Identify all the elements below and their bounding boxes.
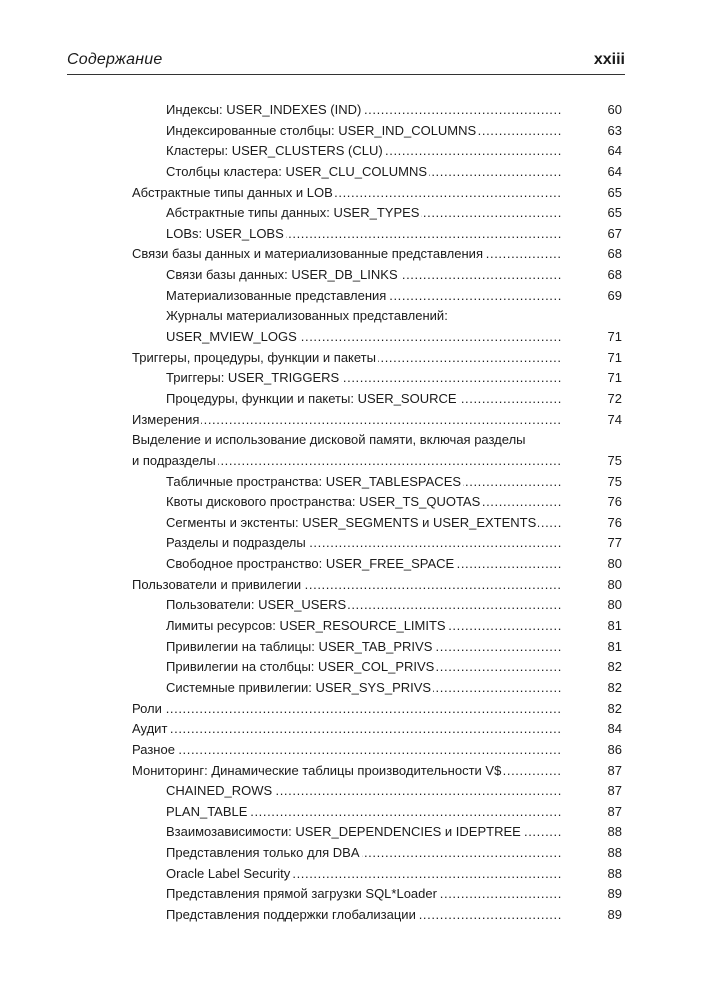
toc-entry[interactable]	[0, 864, 702, 885]
toc-entry[interactable]	[0, 616, 702, 637]
toc-entry[interactable]	[0, 472, 702, 493]
toc-entry-title: Системные привилегии: USER_SYS_PRIVS	[166, 679, 432, 695]
header-rule	[67, 74, 625, 75]
toc-entry-title: Мониторинг: Динамические таблицы производительности V$	[132, 762, 502, 778]
toc-entry-leader	[166, 100, 561, 121]
toc-entry[interactable]	[0, 410, 702, 431]
toc-entry-title: Разделы и подразделы	[166, 535, 306, 551]
toc-entry-title: Измерения	[132, 411, 200, 427]
toc-entry-page-number: 81	[607, 638, 622, 654]
toc-entry-title: Квоты дискового пространства: USER_TS_QUOTAS	[166, 494, 481, 510]
toc-entry[interactable]	[0, 657, 702, 678]
toc-entry-title: Процедуры, функции и пакеты: USER_SOURCE	[166, 390, 457, 406]
toc-entry[interactable]	[0, 884, 702, 905]
toc-entry-title: CHAINED_ROWS	[166, 783, 273, 799]
toc-entry-title: Свободное пространство: USER_FREE_SPACE	[166, 556, 455, 572]
toc-entry[interactable]	[0, 121, 702, 142]
toc-entry[interactable]	[0, 368, 702, 389]
toc-entry-leader	[166, 616, 561, 637]
toc-entry-leader	[166, 905, 561, 926]
toc-entry[interactable]	[0, 637, 702, 658]
toc-entry-leader	[166, 492, 561, 513]
toc-entry-page-number: 87	[607, 803, 622, 819]
toc-entry-page-number: 88	[607, 824, 622, 840]
toc-entry-title: Связи базы данных: USER_DB_LINKS	[166, 267, 398, 283]
toc-entry-page-number: 72	[607, 390, 622, 406]
toc-entry[interactable]	[0, 100, 702, 121]
toc-entry-title: Разное	[132, 741, 175, 757]
toc-entry-page-number: 82	[607, 679, 622, 695]
toc-entry-title: Табличные пространства: USER_TABLESPACES	[166, 473, 462, 489]
toc-entry-page-number: 81	[607, 618, 622, 634]
toc-entry-leader	[132, 575, 561, 596]
toc-entry-title: Индексированные столбцы: USER_IND_COLUMNS	[166, 122, 477, 138]
table-of-contents	[0, 100, 702, 926]
toc-entry-leader	[132, 451, 561, 472]
toc-entry-title: и подразделы	[132, 452, 216, 468]
toc-entry-leader	[166, 265, 561, 286]
toc-entry[interactable]	[0, 203, 702, 224]
toc-entry-leader	[166, 513, 561, 534]
toc-entry-page-number: 75	[607, 473, 622, 489]
toc-entry[interactable]	[0, 430, 702, 471]
toc-entry-page-number: 84	[607, 721, 622, 737]
toc-entry-leader	[132, 244, 561, 265]
toc-entry-leader	[132, 410, 561, 431]
toc-entry-page-number: 82	[607, 659, 622, 675]
toc-entry[interactable]	[0, 183, 702, 204]
toc-entry-page-number: 60	[607, 101, 622, 117]
toc-entry[interactable]	[0, 781, 702, 802]
toc-entry-page-number: 87	[607, 783, 622, 799]
toc-entry[interactable]	[0, 348, 702, 369]
toc-entry-title: Представления прямой загрузки SQL*Loader	[166, 886, 437, 902]
toc-entry-page-number: 65	[607, 205, 622, 221]
toc-entry-leader	[166, 595, 561, 616]
toc-entry-title: Абстрактные типы данных: USER_TYPES	[166, 205, 420, 221]
toc-entry[interactable]	[0, 678, 702, 699]
toc-entry-leader	[132, 348, 561, 369]
toc-entry[interactable]	[0, 492, 702, 513]
toc-entry-page-number: 67	[607, 225, 622, 241]
toc-entry-leader	[166, 327, 561, 348]
toc-entry-leader	[132, 740, 561, 761]
toc-entry[interactable]	[0, 141, 702, 162]
running-header-page-number: xxiii	[593, 51, 625, 68]
toc-entry-page-number: 71	[607, 370, 622, 386]
toc-entry-title: Представления только для DBA	[166, 845, 360, 861]
toc-entry-title: Пользователи: USER_USERS	[166, 597, 347, 613]
toc-entry-leader	[166, 224, 561, 245]
toc-entry-page-number: 68	[607, 267, 622, 283]
toc-entry-title: PLAN_TABLE	[166, 803, 248, 819]
toc-entry-page-number: 89	[607, 907, 622, 922]
toc-entry-title: Лимиты ресурсов: USER_RESOURCE_LIMITS	[166, 618, 446, 634]
toc-entry-page-number: 89	[607, 886, 622, 902]
toc-entry-page-number: 68	[607, 246, 622, 262]
toc-entry-leader	[132, 761, 561, 782]
toc-entry-page-number: 64	[607, 163, 622, 179]
toc-entry[interactable]	[0, 533, 702, 554]
toc-entry-page-number: 71	[607, 349, 622, 365]
toc-entry-page-number: 88	[607, 845, 622, 861]
toc-entry-title: Oracle Label Security	[166, 865, 291, 881]
toc-entry-page-number: 82	[607, 700, 622, 716]
toc-entry-leader	[166, 472, 561, 493]
toc-entry-page-number: 76	[607, 514, 622, 530]
toc-entry-leader	[166, 657, 561, 678]
toc-entry[interactable]	[0, 513, 702, 534]
toc-entry-page-number: 76	[607, 494, 622, 510]
toc-entry-title: Абстрактные типы данных и LOB	[132, 184, 333, 200]
toc-entry-leader	[166, 864, 561, 885]
toc-entry-title: Индексы: USER_INDEXES (IND)	[166, 101, 362, 117]
toc-entry[interactable]	[0, 224, 702, 245]
toc-entry-title: USER_MVIEW_LOGS	[166, 329, 297, 345]
running-header-title: Содержание	[67, 51, 163, 68]
toc-entry[interactable]	[0, 389, 702, 410]
toc-entry-title: Привилегии на таблицы: USER_TAB_PRIVS	[166, 638, 433, 654]
toc-entry[interactable]	[0, 822, 702, 843]
toc-entry-page-number: 80	[607, 597, 622, 613]
toc-entry-leader	[166, 554, 561, 575]
toc-entry-title-first-line: Выделение и использование дисковой памяти, включая разделы	[132, 432, 526, 448]
toc-entry[interactable]	[0, 761, 702, 782]
toc-entry[interactable]	[0, 905, 702, 926]
toc-entry-page-number: 86	[607, 741, 622, 757]
toc-entry-title: Пользователи и привилегии	[132, 576, 302, 592]
toc-entry-leader	[132, 183, 561, 204]
toc-entry-title: Материализованные представления	[166, 287, 387, 303]
toc-entry-title: Взаимозависимости: USER_DEPENDENCIES и IDEPTREE	[166, 824, 521, 840]
toc-entry-title: Аудит	[132, 721, 168, 737]
toc-entry-leader	[166, 781, 561, 802]
toc-entry-title: Кластеры: USER_CLUSTERS (CLU)	[166, 143, 383, 159]
toc-entry-title: Триггеры, процедуры, функции и пакеты	[132, 349, 376, 365]
toc-entry-leader	[166, 843, 561, 864]
toc-entry-leader	[166, 389, 561, 410]
toc-entry-leader	[166, 822, 561, 843]
toc-entry-leader	[166, 286, 561, 307]
toc-entry-page-number: 80	[607, 556, 622, 572]
toc-entry-leader	[166, 802, 561, 823]
toc-entry[interactable]	[0, 554, 702, 575]
toc-entry-title: Роли	[132, 700, 162, 716]
toc-entry[interactable]	[0, 699, 702, 720]
toc-entry-leader	[166, 533, 561, 554]
toc-entry-leader	[166, 368, 561, 389]
toc-entry-page-number: 69	[607, 287, 622, 303]
toc-entry-leader	[166, 121, 561, 142]
toc-entry-leader	[166, 141, 561, 162]
toc-entry[interactable]	[0, 265, 702, 286]
toc-entry-title: Столбцы кластера: USER_CLU_COLUMNS	[166, 163, 428, 179]
toc-entry[interactable]	[0, 306, 702, 347]
toc-entry-title: Триггеры: USER_TRIGGERS	[166, 370, 340, 386]
toc-entry-title: LOBs: USER_LOBS	[166, 225, 284, 241]
toc-entry-leader	[166, 678, 561, 699]
toc-entry-leader	[132, 719, 561, 740]
toc-entry-page-number: 71	[607, 329, 622, 345]
toc-entry-title: Связи базы данных и материализованные представления	[132, 246, 483, 262]
toc-entry[interactable]	[0, 286, 702, 307]
toc-entry[interactable]	[0, 244, 702, 265]
toc-entry-page-number: 74	[607, 411, 622, 427]
toc-entry-page-number: 77	[607, 535, 622, 551]
running-header	[67, 48, 625, 74]
toc-entry-title: Привилегии на столбцы: USER_COL_PRIVS	[166, 659, 435, 675]
toc-entry-title: Представления поддержки глобализации	[166, 907, 416, 922]
toc-entry[interactable]	[0, 843, 702, 864]
toc-entry-page-number: 65	[607, 184, 622, 200]
toc-entry[interactable]	[0, 740, 702, 761]
toc-entry[interactable]	[0, 575, 702, 596]
toc-entry-page-number: 64	[607, 143, 622, 159]
toc-entry-page-number: 88	[607, 865, 622, 881]
toc-entry[interactable]	[0, 802, 702, 823]
toc-entry-leader	[166, 637, 561, 658]
toc-entry-page-number: 87	[607, 762, 622, 778]
toc-entry[interactable]	[0, 595, 702, 616]
toc-entry-leader	[166, 162, 561, 183]
toc-entry[interactable]	[0, 719, 702, 740]
toc-entry-leader	[166, 203, 561, 224]
toc-entry-page-number: 80	[607, 576, 622, 592]
toc-entry[interactable]	[0, 162, 702, 183]
toc-entry-page-number: 63	[607, 122, 622, 138]
toc-entry-title-first-line: Журналы материализованных представлений:	[166, 308, 448, 324]
toc-entry-leader	[166, 884, 561, 905]
toc-entry-title: Сегменты и экстенты: USER_SEGMENTS и USER_EXTENTS	[166, 514, 537, 530]
toc-entry-page-number: 75	[607, 452, 622, 468]
toc-entry-leader	[132, 699, 561, 720]
